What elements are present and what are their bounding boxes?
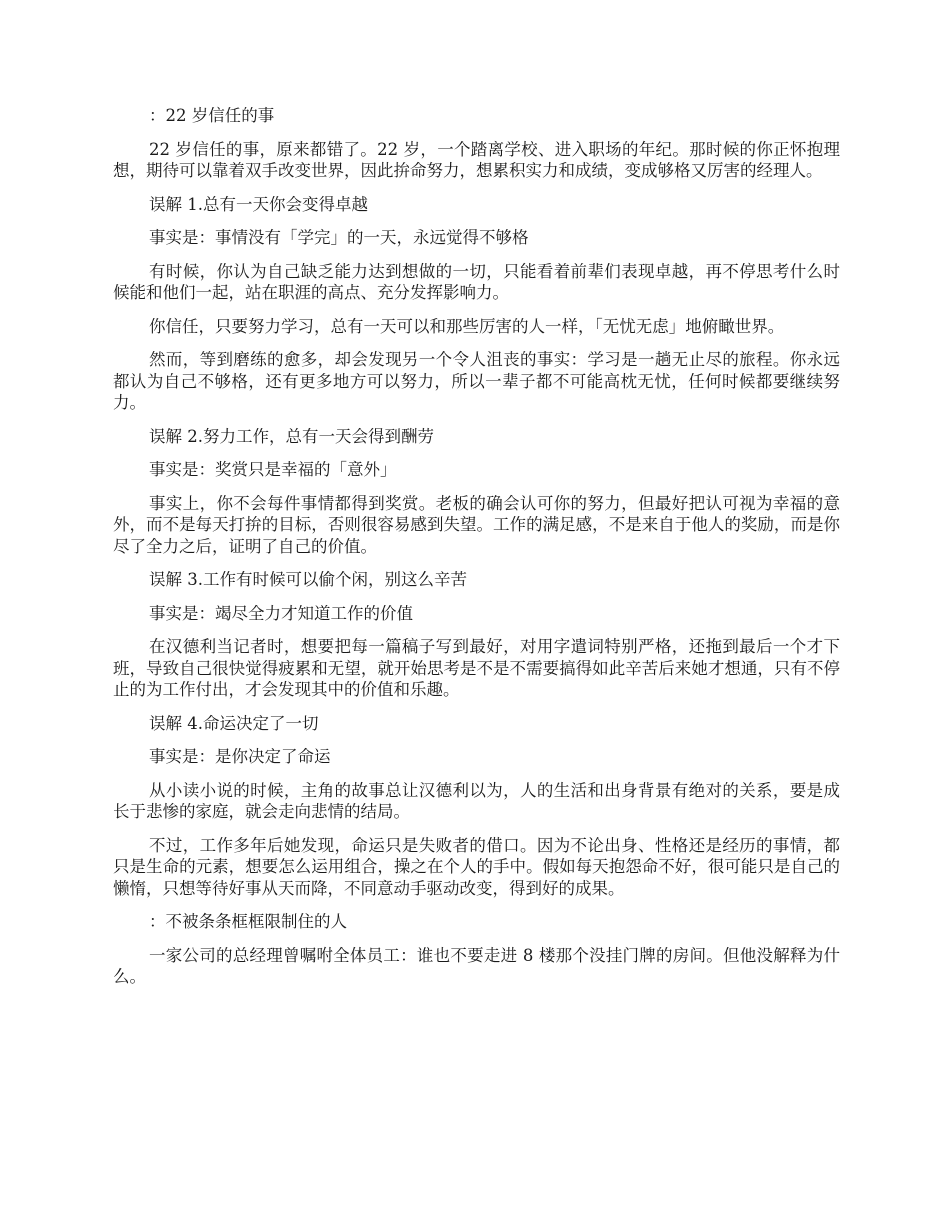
paragraph: 你信任，只要努力学习，总有一天可以和那些厉害的人一样，「无忧无虑」地俯瞰世界。 — [149, 316, 785, 336]
misconception-heading: 误解 2.努力工作，总有一天会得到酬劳 — [149, 426, 434, 446]
paragraph: 有时候，你认为自己缺乏能力达到想做的一切，只能看着前辈们表现卓越，再不停思考什么时候能和他们一起，站在职涯的高点、充分发挥影响力。 — [113, 261, 840, 302]
section-heading: ：不被条条框框限制住的人 — [149, 912, 347, 931]
fact-line: 事实是：竭尽全力才知道工作的价值 — [149, 603, 413, 623]
paragraph: 在汉德利当记者时，想要把每一篇稿子写到最好，对用字遣词特别严格，还拖到最后一个才下班，导致自己很快觉得疲累和无望，就开始思考是不是不需要搞得如此辛苦后来她才想通，只有不停止的为工作付出，才会发现其中的价值和乐趣。 — [113, 637, 840, 699]
misconception-heading: 误解 1.总有一天你会变得卓越 — [149, 194, 368, 214]
fact-line: 事实是：事情没有「学完」的一天，永远觉得不够格 — [149, 228, 529, 247]
paragraph: 22 岁信任的事，原来都错了。22 岁，一个踏离学校、进入职场的年纪。那时候的你正怀抱理想，期待可以靠着双手改变世界，因此拚命努力，想累积实力和成绩，变成够格又厉害的经理人。 — [113, 139, 840, 180]
misconception-heading: 误解 4.命运决定了一切 — [149, 713, 319, 733]
fact-line: 事实是：是你决定了命运 — [149, 747, 331, 766]
document-body — [113, 105, 840, 1000]
section-heading: ：22 岁信任的事 — [149, 106, 275, 125]
misconception-heading: 误解 3.工作有时候可以偷个闲，别这么辛苦 — [149, 570, 467, 589]
paragraph: 然而，等到磨练的愈多，却会发现另一个令人沮丧的事实：学习是一趟无止尽的旅程。你永远都认为自己不够格，还有更多地方可以努力，所以一辈子都不可能高枕无忧，任何时候都要继续努力。 — [113, 350, 840, 412]
fact-line: 事实是：奖赏只是幸福的「意外」 — [149, 460, 397, 479]
paragraph: 一家公司的总经理曾嘱咐全体员工：谁也不要走进 8 楼那个没挂门牌的房间。但他没解释为什么。 — [113, 945, 840, 986]
paragraph: 事实上，你不会每件事情都得到奖赏。老板的确会认可你的努力，但最好把认可视为幸福的意外，而不是每天打拚的目标，否则很容易感到失望。工作的满足感，不是来自于他人的奖励，而是你尽了全力之后，证明了自己的价值。 — [113, 493, 840, 556]
paragraph: 不过，工作多年后她发现，命运只是失败者的借口。因为不论出身、性格还是经历的事情，都只是生命的元素，想要怎么运用组合，操之在个人的手中。假如每天抱怨命不好，很可能只是自己的懒惰，只想等待好事从天而降，不同意动手驱动改变，得到好的成果。 — [113, 835, 840, 898]
paragraph: 从小读小说的时候，主角的故事总让汉德利以为，人的生活和出身背景有绝对的关系，要是成长于悲惨的家庭，就会走向悲情的结局。 — [113, 780, 840, 821]
